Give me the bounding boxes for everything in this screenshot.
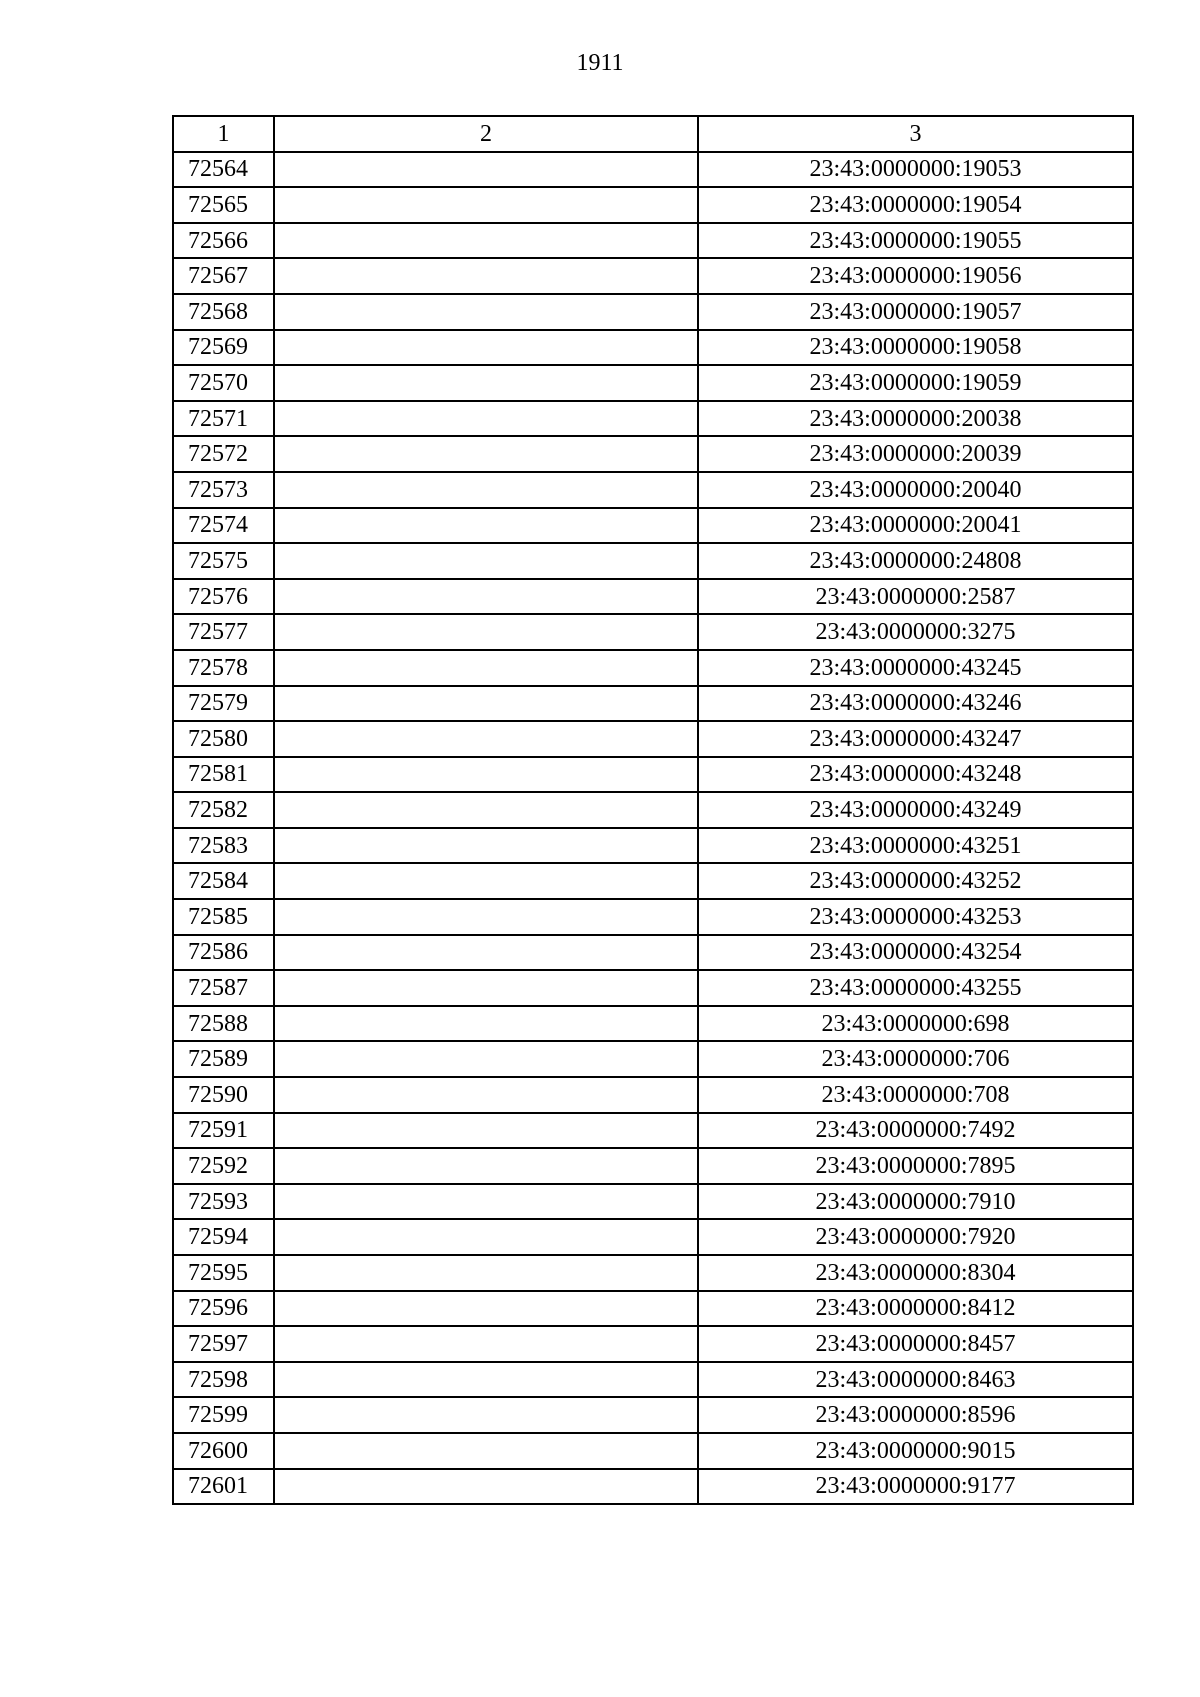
table-cell-col-3: 23:43:0000000:8463	[698, 1362, 1133, 1398]
table-cell-col-1: 72586	[173, 935, 274, 971]
table-cell-col-2	[274, 1184, 698, 1220]
table-cell-col-3: 23:43:0000000:19057	[698, 294, 1133, 330]
table-cell-col-2	[274, 899, 698, 935]
table-cell-col-3: 23:43:0000000:9015	[698, 1433, 1133, 1469]
table-row	[173, 970, 1133, 1006]
table-row	[173, 1113, 1133, 1149]
table-row	[173, 650, 1133, 686]
table-row	[173, 1006, 1133, 1042]
table-row	[173, 1362, 1133, 1398]
table-row	[173, 935, 1133, 971]
table-row	[173, 472, 1133, 508]
table-cell-col-3: 23:43:0000000:43246	[698, 686, 1133, 722]
table-cell-col-1: 72572	[173, 436, 274, 472]
table-cell-col-1: 72566	[173, 223, 274, 259]
table-row	[173, 436, 1133, 472]
table-cell-col-2	[274, 1469, 698, 1505]
header-cell-1: 1	[173, 116, 274, 152]
table-row	[173, 258, 1133, 294]
table-cell-col-1: 72573	[173, 472, 274, 508]
table-cell-col-2	[274, 1291, 698, 1327]
table-cell-col-2	[274, 543, 698, 579]
table-cell-col-1: 72597	[173, 1326, 274, 1362]
header-row	[173, 116, 1133, 152]
table-row	[173, 1148, 1133, 1184]
table-cell-col-2	[274, 401, 698, 437]
table-cell-col-1: 72574	[173, 508, 274, 544]
table-cell-col-3: 23:43:0000000:8457	[698, 1326, 1133, 1362]
table-cell-col-3: 23:43:0000000:7492	[698, 1113, 1133, 1149]
table-row	[173, 1184, 1133, 1220]
table-cell-col-2	[274, 1006, 698, 1042]
table-cell-col-1: 72601	[173, 1469, 274, 1505]
table-cell-col-3: 23:43:0000000:19059	[698, 365, 1133, 401]
table-row	[173, 294, 1133, 330]
table-cell-col-1: 72577	[173, 614, 274, 650]
table-cell-col-1: 72594	[173, 1219, 274, 1255]
table-row	[173, 508, 1133, 544]
table-cell-col-1: 72592	[173, 1148, 274, 1184]
table-cell-col-3: 23:43:0000000:8596	[698, 1397, 1133, 1433]
table-cell-col-3: 23:43:0000000:24808	[698, 543, 1133, 579]
table-cell-col-2	[274, 508, 698, 544]
table-row	[173, 401, 1133, 437]
table-cell-col-2	[274, 152, 698, 188]
table-cell-col-3: 23:43:0000000:19054	[698, 187, 1133, 223]
table-cell-col-3: 23:43:0000000:9177	[698, 1469, 1133, 1505]
table-cell-col-2	[274, 863, 698, 899]
table-row	[173, 365, 1133, 401]
table-cell-col-2	[274, 365, 698, 401]
table-cell-col-3: 23:43:0000000:43248	[698, 757, 1133, 793]
table-cell-col-3: 23:43:0000000:19053	[698, 152, 1133, 188]
table-cell-col-2	[274, 294, 698, 330]
table-cell-col-3: 23:43:0000000:708	[698, 1077, 1133, 1113]
table-cell-col-3: 23:43:0000000:43252	[698, 863, 1133, 899]
header-cell-2: 2	[274, 116, 698, 152]
table-cell-col-2	[274, 686, 698, 722]
table-cell-col-3: 23:43:0000000:20039	[698, 436, 1133, 472]
table-cell-col-1: 72587	[173, 970, 274, 1006]
table-cell-col-3: 23:43:0000000:7910	[698, 1184, 1133, 1220]
table-cell-col-1: 72578	[173, 650, 274, 686]
table-cell-col-2	[274, 614, 698, 650]
table-cell-col-1: 72567	[173, 258, 274, 294]
table-row	[173, 1077, 1133, 1113]
table-cell-col-3: 23:43:0000000:43255	[698, 970, 1133, 1006]
table-cell-col-2	[274, 436, 698, 472]
table-row	[173, 1041, 1133, 1077]
table-cell-col-3: 23:43:0000000:706	[698, 1041, 1133, 1077]
table-row	[173, 828, 1133, 864]
table-cell-col-3: 23:43:0000000:20040	[698, 472, 1133, 508]
table-cell-col-1: 72599	[173, 1397, 274, 1433]
table-row	[173, 757, 1133, 793]
table-row	[173, 1291, 1133, 1327]
table-row	[173, 187, 1133, 223]
table-cell-col-2	[274, 1255, 698, 1291]
table-cell-col-2	[274, 258, 698, 294]
table-cell-col-1: 72593	[173, 1184, 274, 1220]
table-cell-col-3: 23:43:0000000:7895	[698, 1148, 1133, 1184]
header-cell-3: 3	[698, 116, 1133, 152]
table-cell-col-1: 72600	[173, 1433, 274, 1469]
table-cell-col-2	[274, 757, 698, 793]
table-row	[173, 1469, 1133, 1505]
table-cell-col-3: 23:43:0000000:3275	[698, 614, 1133, 650]
table-row	[173, 223, 1133, 259]
table-cell-col-1: 72595	[173, 1255, 274, 1291]
table-cell-col-3: 23:43:0000000:43254	[698, 935, 1133, 971]
table-cell-col-1: 72571	[173, 401, 274, 437]
page-number: 1911	[576, 50, 624, 76]
table-cell-col-1: 72596	[173, 1291, 274, 1327]
table-cell-col-2	[274, 187, 698, 223]
registry-table	[172, 115, 1134, 1505]
table-cell-col-3: 23:43:0000000:43253	[698, 899, 1133, 935]
table-cell-col-3: 23:43:0000000:43249	[698, 792, 1133, 828]
table-cell-col-1: 72584	[173, 863, 274, 899]
table-cell-col-2	[274, 1397, 698, 1433]
table-row	[173, 543, 1133, 579]
table-cell-col-1: 72588	[173, 1006, 274, 1042]
table-cell-col-2	[274, 223, 698, 259]
table-header	[173, 116, 1133, 152]
table-cell-col-3: 23:43:0000000:8304	[698, 1255, 1133, 1291]
table-cell-col-1: 72568	[173, 294, 274, 330]
table-cell-col-1: 72564	[173, 152, 274, 188]
table-row	[173, 1397, 1133, 1433]
table-cell-col-1: 72575	[173, 543, 274, 579]
table-cell-col-2	[274, 828, 698, 864]
table-cell-col-2	[274, 970, 698, 1006]
table-row	[173, 792, 1133, 828]
table-cell-col-2	[274, 1148, 698, 1184]
table-cell-col-1: 72580	[173, 721, 274, 757]
table-row	[173, 1219, 1133, 1255]
table-cell-col-3: 23:43:0000000:43247	[698, 721, 1133, 757]
table-row	[173, 614, 1133, 650]
table-row	[173, 579, 1133, 615]
table-cell-col-3: 23:43:0000000:7920	[698, 1219, 1133, 1255]
table-cell-col-2	[274, 650, 698, 686]
table-cell-col-1: 72589	[173, 1041, 274, 1077]
table-cell-col-2	[274, 1326, 698, 1362]
table-cell-col-1: 72569	[173, 330, 274, 366]
table-row	[173, 1255, 1133, 1291]
table-cell-col-1: 72598	[173, 1362, 274, 1398]
table-cell-col-1: 72582	[173, 792, 274, 828]
table-row	[173, 899, 1133, 935]
table-cell-col-2	[274, 1219, 698, 1255]
table-cell-col-1: 72591	[173, 1113, 274, 1149]
table-cell-col-2	[274, 1041, 698, 1077]
table-cell-col-3: 23:43:0000000:19058	[698, 330, 1133, 366]
table-cell-col-3: 23:43:0000000:19055	[698, 223, 1133, 259]
table-cell-col-2	[274, 935, 698, 971]
table-cell-col-1: 72576	[173, 579, 274, 615]
table-cell-col-3: 23:43:0000000:43251	[698, 828, 1133, 864]
table-row	[173, 721, 1133, 757]
table-row	[173, 1433, 1133, 1469]
table-cell-col-2	[274, 330, 698, 366]
table-cell-col-2	[274, 721, 698, 757]
table-body	[173, 152, 1133, 1505]
table-cell-col-3: 23:43:0000000:2587	[698, 579, 1133, 615]
table-row	[173, 330, 1133, 366]
table-cell-col-1: 72583	[173, 828, 274, 864]
table-row	[173, 863, 1133, 899]
table-cell-col-3: 23:43:0000000:43245	[698, 650, 1133, 686]
table-cell-col-3: 23:43:0000000:19056	[698, 258, 1133, 294]
table-cell-col-1: 72565	[173, 187, 274, 223]
table-cell-col-1: 72581	[173, 757, 274, 793]
table-cell-col-2	[274, 472, 698, 508]
table-cell-col-2	[274, 792, 698, 828]
table-cell-col-2	[274, 1433, 698, 1469]
table-row	[173, 1326, 1133, 1362]
table-cell-col-2	[274, 1077, 698, 1113]
table-cell-col-3: 23:43:0000000:8412	[698, 1291, 1133, 1327]
table-cell-col-2	[274, 579, 698, 615]
table-cell-col-1: 72590	[173, 1077, 274, 1113]
table-row	[173, 686, 1133, 722]
table-cell-col-2	[274, 1362, 698, 1398]
table-cell-col-2	[274, 1113, 698, 1149]
table-row	[173, 152, 1133, 188]
table-cell-col-3: 23:43:0000000:20038	[698, 401, 1133, 437]
table-cell-col-1: 72570	[173, 365, 274, 401]
table-cell-col-3: 23:43:0000000:20041	[698, 508, 1133, 544]
table-cell-col-1: 72579	[173, 686, 274, 722]
table-cell-col-1: 72585	[173, 899, 274, 935]
table-cell-col-3: 23:43:0000000:698	[698, 1006, 1133, 1042]
